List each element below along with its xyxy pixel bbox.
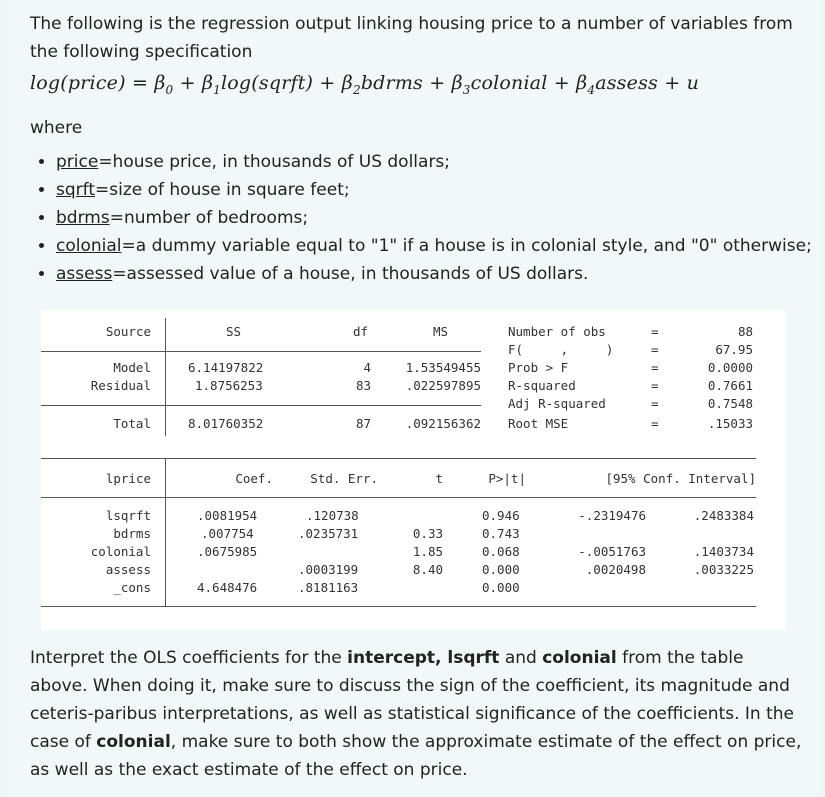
- stat-label: R-squared: [508, 378, 576, 393]
- stat-equals: =: [651, 324, 659, 339]
- coef-header-p: P>|t|: [488, 471, 526, 486]
- coef-cell: .0675985: [197, 544, 258, 559]
- regression-output: [41, 310, 786, 630]
- coef-top-rule: [41, 458, 756, 459]
- anova-row-df: 4: [363, 360, 371, 375]
- coef-header-se: Std. Err.: [310, 471, 378, 486]
- stat-label: Adj R-squared: [508, 396, 606, 411]
- coef-cell: 4.648476: [197, 580, 258, 595]
- stat-equals: =: [651, 342, 659, 357]
- stat-value: 67.95: [715, 342, 753, 357]
- coef-header-rule: [41, 497, 756, 498]
- anova-row-df: 87: [355, 416, 371, 431]
- anova-header-rule: [41, 351, 481, 352]
- question-text: Interpret the OLS coefficients for the intercept, lsqrft and colonial from the table above. When doing it, make sure to discuss the sign of the coefficient, its magnitude and ceteris-paribus interpretations, as well as statistical significance of the coefficients. In the case of colonial, make sure to both show the approximate estimate of the effect on price, as well as the exact estimate of the effect on price.: [30, 648, 802, 780]
- anova-row-source: Model: [113, 360, 151, 375]
- p-cell: 0.000: [482, 562, 520, 577]
- stat-value: 0.7661: [707, 378, 753, 393]
- stat-equals: =: [651, 378, 659, 393]
- stat-equals: =: [651, 360, 659, 375]
- stat-value: 88: [737, 324, 753, 339]
- stat-label: Number of obs: [508, 324, 606, 339]
- ci-high-cell: .2483384: [693, 508, 754, 523]
- ci-low-cell: -.2319476: [578, 508, 646, 523]
- t-cell: 8.40: [412, 562, 443, 577]
- se-cell: .0235731: [298, 526, 359, 541]
- coef-header-t: t: [435, 471, 443, 486]
- table-row: _cons: [113, 580, 151, 595]
- stat-value: 0.0000: [707, 360, 753, 375]
- anova-total-rule: [41, 405, 481, 406]
- anova-row-ss: 1.8756253: [195, 378, 263, 393]
- anova-divider: [165, 318, 166, 436]
- anova-row-ms: .092156362: [405, 416, 481, 431]
- table-row: assess: [105, 562, 151, 577]
- ci-low-cell: -.0051763: [578, 544, 646, 559]
- regression-equation: log(price) = $\beta_0$ + $\beta_1\log(sqrft)$ + $\beta_2bdrms$ + $\beta_3colonial$ + $\beta_4assess + u$: [30, 72, 700, 97]
- stat-label: Root MSE: [508, 416, 569, 431]
- coef-header-coef: Coef.: [235, 471, 273, 486]
- question-card: [8, 0, 820, 797]
- where-label: where: [30, 118, 83, 138]
- ci-low-cell: .0020498: [585, 562, 646, 577]
- variable-list: [30, 148, 812, 288]
- p-cell: 0.000: [482, 580, 520, 595]
- intro-text: The following is the regression output linking housing price to a number of variables from the following specification: [30, 14, 793, 62]
- se-cell: .8181163: [298, 580, 359, 595]
- coef-header-var: lprice: [105, 471, 151, 486]
- stat-equals: =: [651, 416, 659, 431]
- anova-header-ms: MS: [433, 324, 449, 339]
- t-cell: 1.85: [412, 544, 443, 559]
- anova-row-source: Total: [113, 416, 151, 431]
- coef-cell: .007754: [201, 526, 254, 541]
- list-item: • price=house price, in thousands of US dollars;: [56, 148, 812, 176]
- stat-value: .15033: [707, 416, 753, 431]
- anova-row-df: 83: [355, 378, 371, 393]
- p-cell: 0.946: [482, 508, 520, 523]
- ci-high-cell: .0033225: [693, 562, 754, 577]
- anova-header-df: df: [353, 324, 369, 339]
- stat-equals: =: [651, 396, 659, 411]
- table-row: colonial: [90, 544, 151, 559]
- list-item: • assess=assessed value of a house, in thousands of US dollars.: [56, 260, 812, 288]
- se-cell: .0003199: [298, 562, 359, 577]
- table-row: bdrms: [113, 526, 151, 541]
- list-item: • colonial=a dummy variable equal to "1" if a house is in colonial style, and "0" otherwise;: [56, 232, 812, 260]
- anova-row-ss: 6.14197822: [188, 360, 264, 375]
- anova-row-ms: .022597895: [405, 378, 481, 393]
- coef-bottom-rule: [41, 606, 756, 607]
- list-item: • sqrft=size of house in square feet;: [56, 176, 812, 204]
- anova-header-source: Source: [105, 324, 151, 339]
- anova-row-ss: 8.01760352: [188, 416, 264, 431]
- se-cell: .120738: [306, 508, 359, 523]
- p-cell: 0.743: [482, 526, 520, 541]
- stat-label: Prob > F: [508, 360, 569, 375]
- coef-cell: .0081954: [197, 508, 258, 523]
- t-cell: 0.33: [412, 526, 443, 541]
- anova-row-ms: 1.53549455: [405, 360, 481, 375]
- coef-divider: [165, 458, 166, 606]
- list-item: • bdrms=number of bedrooms;: [56, 204, 812, 232]
- table-row: lsqrft: [105, 508, 151, 523]
- ci-high-cell: .1403734: [693, 544, 754, 559]
- stat-label: F( , ): [508, 342, 614, 357]
- anova-header-ss: SS: [226, 324, 242, 339]
- coef-header-ci: [95% Conf. Interval]: [605, 471, 756, 486]
- p-cell: 0.068: [482, 544, 520, 559]
- anova-row-source: Residual: [90, 378, 151, 393]
- stat-value: 0.7548: [707, 396, 753, 411]
